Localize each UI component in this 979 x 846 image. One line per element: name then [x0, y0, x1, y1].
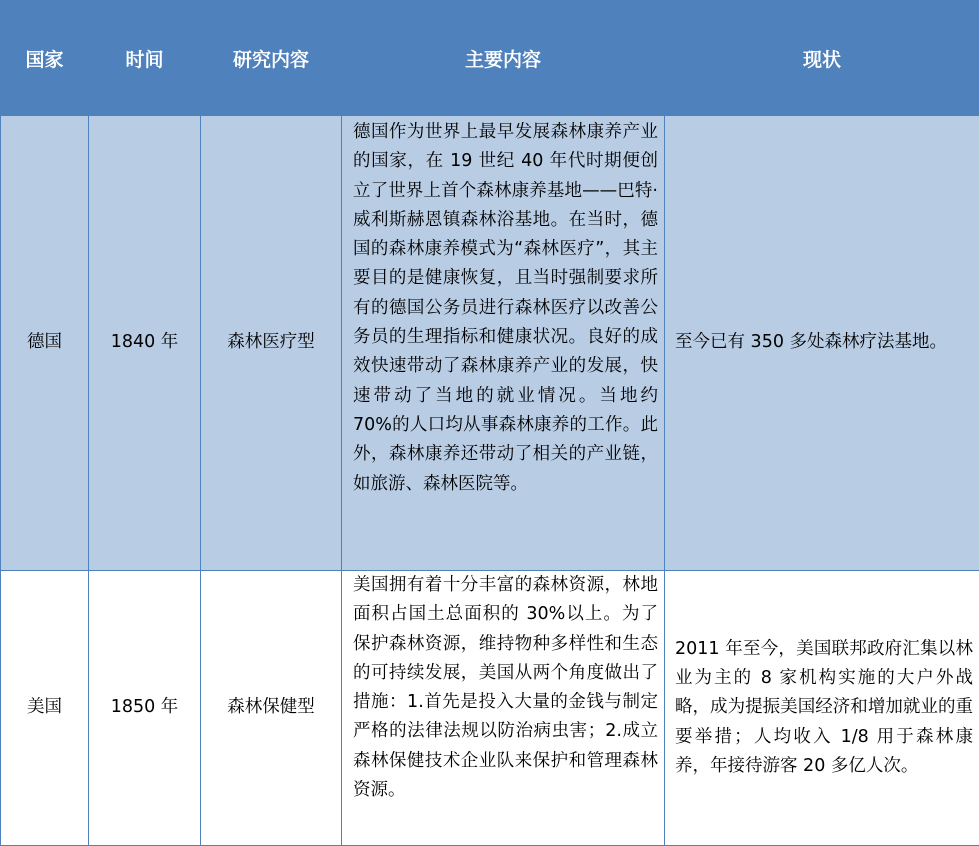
- header-research-type: 研究内容: [201, 1, 342, 116]
- cell-country: 德国: [1, 116, 89, 571]
- header-status: 现状: [665, 1, 979, 116]
- cell-status: 至今已有 350 多处森林疗法基地。: [665, 116, 979, 571]
- cell-main-content: 美国拥有着十分丰富的森林资源，林地面积占国土总面积的 30%以上。为了保护森林资源，维持物种多样性和生态的可持续发展，美国从两个角度做出了措施：1.首先是投入大量的金钱与制定严格的法律法规以防治病虫害；2.成立森林保健技术企业队来保护和管理森林资源。: [342, 571, 665, 846]
- cell-status: 2011 年至今，美国联邦政府汇集以林业为主的 8 家机构实施的大户外战略，成为提振美国经济和增加就业的重要举措；人均收入 1/8 用于森林康养，年接待游客 20 多亿人次。: [665, 571, 979, 846]
- cell-country: 美国: [1, 571, 89, 846]
- cell-time: 1840 年: [89, 116, 201, 571]
- cell-time: 1850 年: [89, 571, 201, 846]
- cell-main-content: 德国作为世界上最早发展森林康养产业的国家，在 19 世纪 40 年代时期便创立了世界上首个森林康养基地——巴特·威利斯赫恩镇森林浴基地。在当时，德国的森林康养模式为“森林医疗”，其主要目的是健康恢复，且当时强制要求所有的德国公务员进行森林医疗以改善公务员的生理指标和健康状况。良好的成效快速带动了森林康养产业的发展，快速带动了当地的就业情况。当地约 70%的人口均从事森林康养的工作。此外，森林康养还带动了相关的产业链，如旅游、森林医院等。: [342, 116, 665, 571]
- table-row: [1, 116, 979, 571]
- cell-research-type: 森林医疗型: [201, 116, 342, 571]
- header-row: [1, 1, 979, 116]
- header-main-content: 主要内容: [342, 1, 665, 116]
- header-time: 时间: [89, 1, 201, 116]
- table-row: [1, 571, 979, 846]
- cell-research-type: 森林保健型: [201, 571, 342, 846]
- header-country: 国家: [1, 1, 89, 116]
